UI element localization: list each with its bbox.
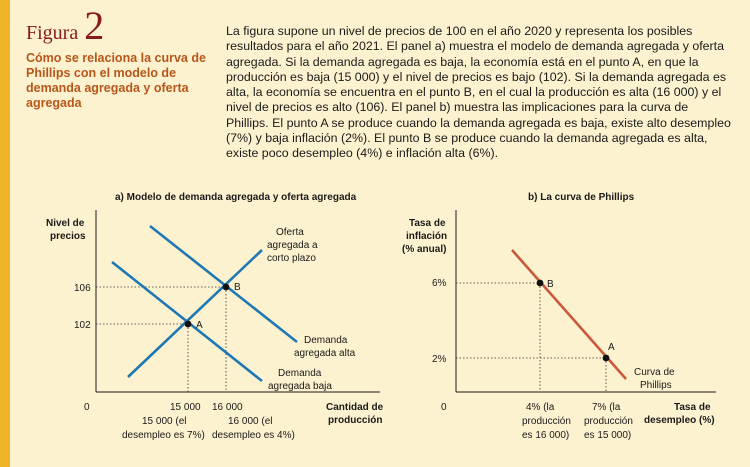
panel-b-xtick-7: 7% (la bbox=[592, 402, 621, 413]
panel-a-xlabel-1: Cantidad de bbox=[326, 402, 384, 413]
supply-label-1: Oferta bbox=[276, 227, 304, 238]
phillips-label-1: Curva de bbox=[634, 367, 675, 378]
panel-b-xlabel-2: desempleo (%) bbox=[644, 415, 715, 426]
panel-a-ytick-102: 102 bbox=[74, 320, 91, 331]
panel-a-title: a) Modelo de demanda agregada y oferta agregada bbox=[115, 192, 357, 203]
figure-number: 2 bbox=[84, 3, 105, 48]
panel-b-ylabel-3: (% anual) bbox=[402, 244, 447, 255]
panel-a-origin: 0 bbox=[84, 402, 90, 413]
panel-b-xnote-1b: es 16 000) bbox=[522, 430, 570, 441]
point-a-phillips-label: A bbox=[608, 342, 615, 353]
figure-word: Figura bbox=[26, 22, 79, 44]
low-demand-label-2: agregada baja bbox=[268, 381, 332, 392]
point-b-phillips-marker bbox=[537, 280, 544, 287]
panel-b-ytick-6: 6% bbox=[432, 278, 447, 289]
high-demand-label-1: Demanda bbox=[304, 335, 348, 346]
panel-a-xnote-2a: 16 000 (el bbox=[228, 416, 273, 427]
panel-a-xnote-1a: 15 000 (el bbox=[142, 416, 187, 427]
short-run-supply-curve bbox=[128, 250, 262, 377]
panel-b-chart bbox=[402, 210, 716, 441]
panel-a-xnote-1b: desempleo es 7%) bbox=[122, 430, 205, 441]
panel-a-xtick-15000: 15 000 bbox=[170, 402, 201, 413]
panel-b-xnote-2b: es 15 000) bbox=[584, 430, 632, 441]
panel-a-xtick-16000: 16 000 bbox=[212, 402, 243, 413]
panel-a-xnote-2b: desempleo es 4%) bbox=[212, 430, 295, 441]
panel-b-title: b) La curva de Phillips bbox=[528, 192, 635, 203]
point-b-phillips-label: B bbox=[547, 279, 554, 290]
point-a-phillips-marker bbox=[603, 355, 610, 362]
supply-label-2: agregada a bbox=[267, 240, 318, 251]
point-b-marker bbox=[223, 284, 230, 291]
high-demand-label-2: agregada alta bbox=[294, 348, 356, 359]
point-a-marker bbox=[185, 321, 192, 328]
figure-caption: La figura supone un nivel de precios de 100 en el año 2020 y representa los posibles resultados para el año 2021. El panel a) muestra el modelo de demanda agregada y oferta agregada. Si la demanda agregada es baja, la economía está en el punto A, en que la producción es baja (15 000) y el nivel de precios es bajo (102). Si la demanda agregada es alta, la economía se encuentra en el punto B, en el cual la producción es alta (16 000) y el nivel de precios es alto (106). El panel b) muestra las implicaciones para la curva de Phillips. El punto A se produce cuando la demanda agregada es baja, existe alto desempleo (7%) y baja inflación (2%). El punto B se produce cuando la demanda agregada es alta, existe poco desempleo (4%) e inflación alta (6%). bbox=[226, 24, 731, 161]
point-b-label: B bbox=[234, 282, 241, 293]
panel-b-xnote-1a: producción bbox=[522, 416, 571, 427]
panel-b-origin: 0 bbox=[441, 402, 447, 413]
supply-label-3: corto plazo bbox=[267, 253, 316, 264]
panel-b-xtick-4: 4% (la bbox=[526, 402, 555, 413]
panel-a-ylabel-1: Nivel de bbox=[46, 218, 85, 229]
panel-b-ylabel-1: Tasa de bbox=[409, 218, 446, 229]
panel-b-ytick-2: 2% bbox=[432, 354, 447, 365]
panel-a-ytick-106: 106 bbox=[74, 283, 91, 294]
panel-a-ylabel-2: precios bbox=[50, 231, 86, 242]
panel-a-chart bbox=[46, 210, 384, 441]
phillips-label-2: Phillips bbox=[640, 380, 672, 391]
figure-title: Cómo se relaciona la curva de Phillips con el modelo de demanda agregada y oferta agregada bbox=[26, 51, 206, 110]
low-demand-label-1: Demanda bbox=[278, 368, 322, 379]
panel-b-xlabel-1: Tasa de bbox=[674, 402, 711, 413]
panel-a-xlabel-2: producción bbox=[328, 415, 383, 426]
panel-b-ylabel-2: inflación bbox=[406, 231, 448, 242]
point-a-label: A bbox=[196, 320, 203, 331]
panel-b-xnote-2a: producción bbox=[584, 416, 633, 427]
